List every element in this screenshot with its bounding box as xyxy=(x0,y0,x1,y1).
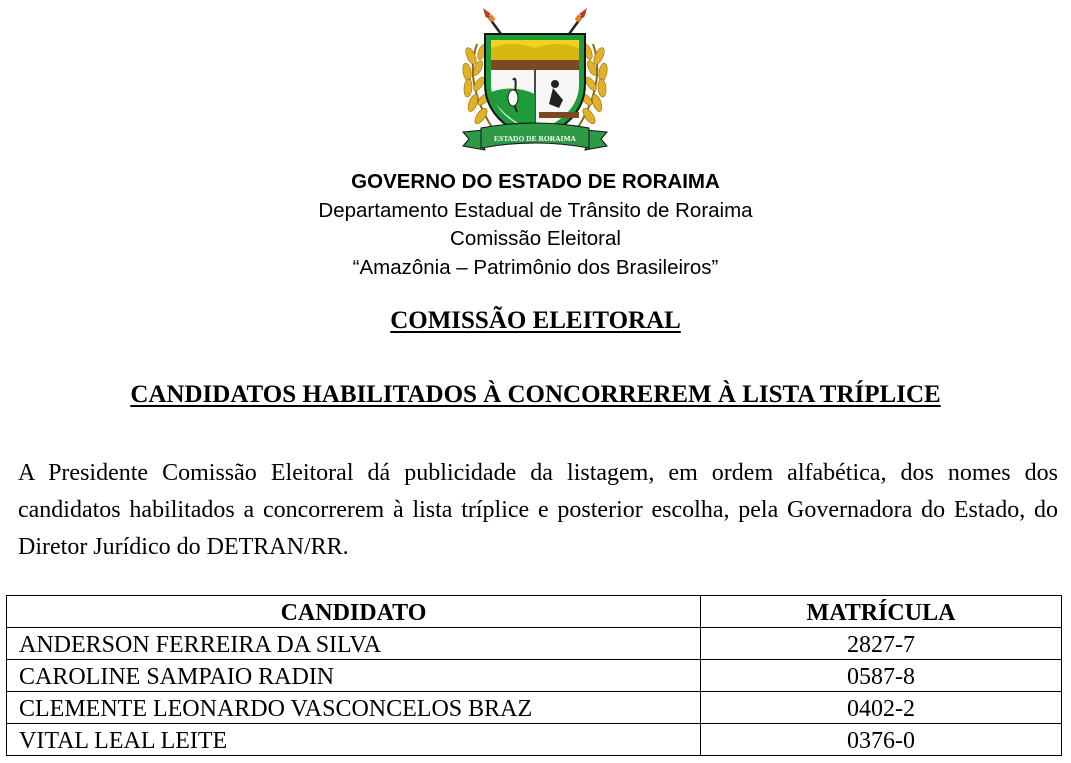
candidates-table xyxy=(6,595,1062,756)
table-header-row xyxy=(7,596,1062,628)
ribbon-text: ESTADO DE RORAIMA xyxy=(494,134,576,143)
commission-name: Comissão Eleitoral xyxy=(450,227,621,251)
coat-of-arms-emblem xyxy=(455,4,615,156)
candidate-name: CAROLINE SAMPAIO RADIN xyxy=(7,660,701,692)
candidate-matricula: 0376-0 xyxy=(701,724,1062,756)
candidate-name: VITAL LEAL LEITE xyxy=(7,724,701,756)
candidate-matricula: 2827-7 xyxy=(701,628,1062,660)
candidate-name: CLEMENTE LEONARDO VASCONCELOS BRAZ xyxy=(7,692,701,724)
commission-title: COMISSÃO ELEITORAL xyxy=(390,307,681,334)
government-header xyxy=(0,168,1071,282)
table-row xyxy=(7,660,1062,692)
table-row xyxy=(7,692,1062,724)
table-row xyxy=(7,724,1062,756)
candidate-matricula: 0402-2 xyxy=(701,692,1062,724)
table-row xyxy=(7,628,1062,660)
candidate-name: ANDERSON FERREIRA DA SILVA xyxy=(7,628,701,660)
candidate-matricula: 0587-8 xyxy=(701,660,1062,692)
column-header-candidate: CANDIDATO xyxy=(7,596,701,628)
ribbon-banner xyxy=(463,123,607,150)
intro-paragraph: A Presidente Comissão Eleitoral dá publicidade da listagem, em ordem alfabética, dos nomes dos candidatos habilitados a concorrerem à lista tríplice e posterior escolha, pela Governadora do Estado, do Diretor Jurídico do DETRAN/RR. xyxy=(18,460,1058,560)
department-name: Departamento Estadual de Trânsito de Roraima xyxy=(318,198,753,222)
document-title: CANDIDATOS HABILITADOS À CONCORREREM À LISTA TRÍPLICE xyxy=(130,381,941,408)
government-name: GOVERNO DO ESTADO DE RORAIMA xyxy=(351,170,720,193)
motto: “Amazônia – Patrimônio dos Brasileiros” xyxy=(352,255,719,279)
column-header-matricula: MATRÍCULA xyxy=(701,596,1062,628)
